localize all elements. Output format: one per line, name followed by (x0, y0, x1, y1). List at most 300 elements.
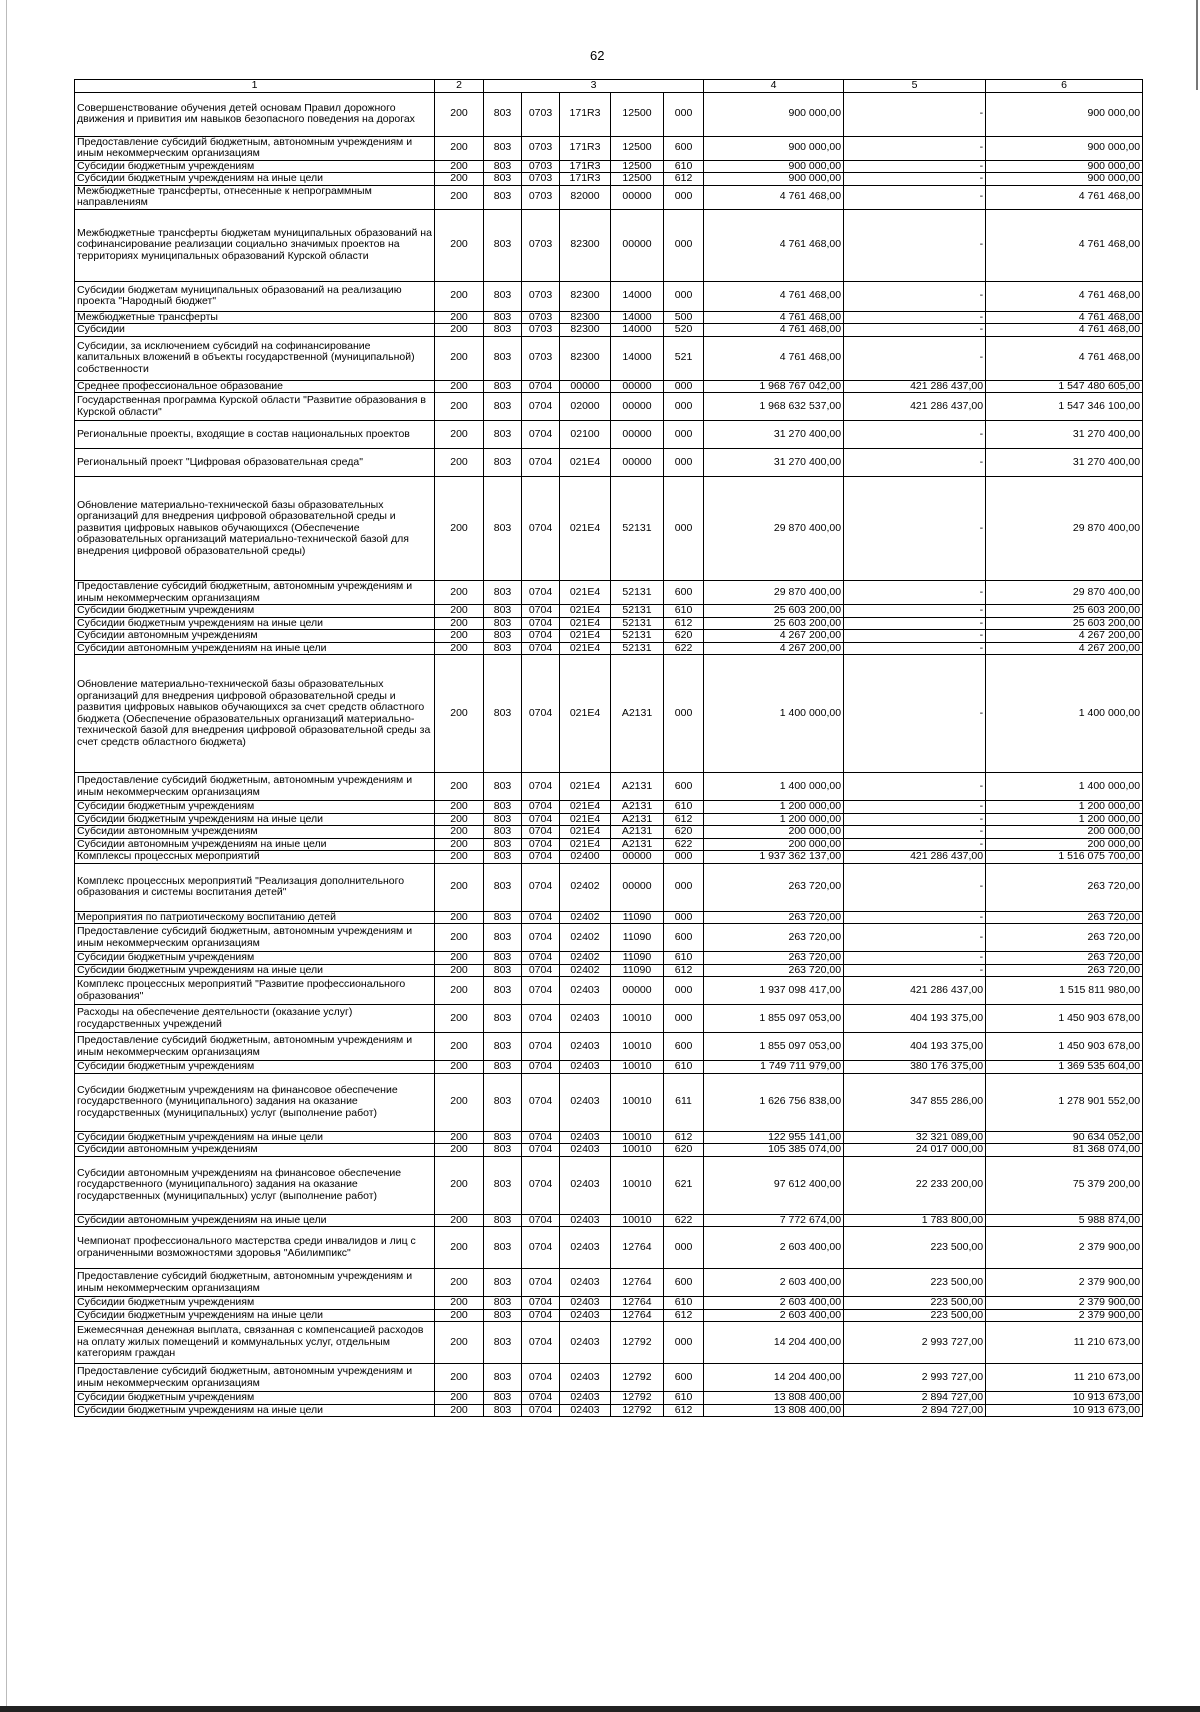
row-target-code: 02000 (560, 393, 611, 421)
row-amount-regional: 4 267 200,00 (986, 630, 1143, 643)
table-row (75, 838, 1143, 851)
row-target-direction: 11090 (611, 964, 664, 977)
row-subsection: 0704 (522, 449, 560, 477)
row-target-code: 021E4 (560, 449, 611, 477)
row-name: Субсидии бюджетным учреждениям (75, 801, 435, 814)
row-target-code: 02403 (560, 1297, 611, 1310)
row-section: 803 (484, 380, 522, 393)
row-name: Комплексы процессных мероприятий (75, 851, 435, 864)
row-expense-type: 600 (664, 1269, 704, 1297)
row-target-code: 02403 (560, 1073, 611, 1131)
header-col-2: 2 (435, 80, 484, 93)
row-amount-federal: - (844, 630, 986, 643)
row-expense-type: 521 (664, 336, 704, 380)
row-subsection: 0704 (522, 1156, 560, 1214)
row-target-direction: A2131 (611, 773, 664, 801)
row-amount-federal: 421 286 437,00 (844, 977, 986, 1005)
row-subsection: 0703 (522, 336, 560, 380)
row-amount-federal: 2 894 727,00 (844, 1392, 986, 1405)
row-section: 803 (484, 1131, 522, 1144)
row-name: Субсидии бюджетным учреждениям (75, 160, 435, 173)
row-subsection: 0704 (522, 630, 560, 643)
table-row (75, 173, 1143, 186)
row-name: Субсидии автономным учреждениям (75, 630, 435, 643)
row-expense-type: 500 (664, 311, 704, 324)
table-row (75, 185, 1143, 209)
row-name: Предоставление субсидий бюджетным, автономным учреждениям и иным некоммерческим организациям (75, 1269, 435, 1297)
row-target-code: 171R3 (560, 92, 611, 136)
row-target-direction: 12792 (611, 1364, 664, 1392)
row-target-direction: 11090 (611, 924, 664, 952)
row-target-direction: 12764 (611, 1227, 664, 1269)
row-section: 803 (484, 393, 522, 421)
row-amount-total: 1 968 767 042,00 (704, 380, 844, 393)
row-target-direction: 11090 (611, 911, 664, 924)
row-name: Обновление материально-технической базы образовательных организаций для внедрения цифровой образовательной среды и развития цифровых навыков обучающихся за счет средств областного бюджета (Обеспечение образовательных организаций материально-технической базой для внедрения цифровой образовательной среды за счет средств областного бюджета) (75, 655, 435, 773)
row-amount-total: 25 603 200,00 (704, 605, 844, 618)
row-section: 803 (484, 173, 522, 186)
row-amount-regional: 900 000,00 (986, 173, 1143, 186)
row-amount-federal: - (844, 801, 986, 814)
row-amount-federal: - (844, 964, 986, 977)
row-target-code: 02403 (560, 1392, 611, 1405)
row-target-code: 82300 (560, 324, 611, 337)
row-section: 803 (484, 1144, 522, 1157)
row-amount-federal: 421 286 437,00 (844, 851, 986, 864)
table-row (75, 1392, 1143, 1405)
row-subsection: 0704 (522, 826, 560, 839)
row-target-code: 02402 (560, 964, 611, 977)
row-section: 803 (484, 826, 522, 839)
row-target-direction: 52131 (611, 605, 664, 618)
row-expense-type: 000 (664, 1322, 704, 1364)
row-target-direction: 10010 (611, 1033, 664, 1061)
table-row (75, 1297, 1143, 1310)
row-amount-federal: - (844, 617, 986, 630)
row-subsection: 0704 (522, 1131, 560, 1144)
row-subsection: 0704 (522, 477, 560, 581)
row-subsection: 0704 (522, 1144, 560, 1157)
row-name: Субсидии бюджетным учреждениям на иные цели (75, 1309, 435, 1322)
row-amount-federal: - (844, 449, 986, 477)
row-subsection: 0704 (522, 393, 560, 421)
row-amount-regional: 900 000,00 (986, 160, 1143, 173)
table-row (75, 281, 1143, 311)
row-amount-total: 4 761 468,00 (704, 185, 844, 209)
row-section: 803 (484, 581, 522, 605)
table-row (75, 311, 1143, 324)
row-amount-federal: - (844, 281, 986, 311)
row-amount-regional: 1 200 000,00 (986, 801, 1143, 814)
row-grbs: 200 (435, 911, 484, 924)
row-expense-type: 600 (664, 136, 704, 160)
row-grbs: 200 (435, 1392, 484, 1405)
header-col-4: 4 (704, 80, 844, 93)
row-target-direction: 10010 (611, 1131, 664, 1144)
row-name: Региональный проект "Цифровая образовательная среда" (75, 449, 435, 477)
row-name: Субсидии бюджетным учреждениям на иные цели (75, 1131, 435, 1144)
row-section: 803 (484, 1227, 522, 1269)
row-grbs: 200 (435, 642, 484, 655)
row-target-code: 021E4 (560, 838, 611, 851)
row-target-direction: 12500 (611, 173, 664, 186)
row-section: 803 (484, 1392, 522, 1405)
row-expense-type: 520 (664, 324, 704, 337)
row-expense-type: 000 (664, 1227, 704, 1269)
row-amount-regional: 5 988 874,00 (986, 1214, 1143, 1227)
row-amount-regional: 1 547 480 605,00 (986, 380, 1143, 393)
row-amount-federal: 32 321 089,00 (844, 1131, 986, 1144)
row-amount-federal: 421 286 437,00 (844, 380, 986, 393)
row-target-direction: 12500 (611, 136, 664, 160)
header-col-5: 5 (844, 80, 986, 93)
table-row (75, 1061, 1143, 1074)
page-number: 62 (590, 48, 605, 63)
row-name: Региональные проекты, входящие в состав национальных проектов (75, 421, 435, 449)
row-name: Субсидии бюджетным учреждениям на иные цели (75, 1404, 435, 1417)
row-expense-type: 000 (664, 209, 704, 281)
row-grbs: 200 (435, 185, 484, 209)
row-grbs: 200 (435, 477, 484, 581)
scan-bottom-edge (0, 1706, 1200, 1712)
row-amount-federal: - (844, 813, 986, 826)
row-subsection: 0703 (522, 160, 560, 173)
row-target-code: 021E4 (560, 801, 611, 814)
row-subsection: 0704 (522, 924, 560, 952)
row-subsection: 0703 (522, 209, 560, 281)
row-amount-total: 31 270 400,00 (704, 421, 844, 449)
row-target-code: 82300 (560, 281, 611, 311)
row-expense-type: 600 (664, 773, 704, 801)
row-name: Комплекс процессных мероприятий "Реализация дополнительного образования и системы воспитания детей" (75, 863, 435, 911)
row-target-direction: 14000 (611, 324, 664, 337)
row-section: 803 (484, 924, 522, 952)
table-row (75, 642, 1143, 655)
row-section: 803 (484, 477, 522, 581)
row-amount-total: 29 870 400,00 (704, 581, 844, 605)
row-amount-total: 105 385 074,00 (704, 1144, 844, 1157)
row-grbs: 200 (435, 1322, 484, 1364)
row-expense-type: 610 (664, 801, 704, 814)
row-expense-type: 000 (664, 851, 704, 864)
row-subsection: 0703 (522, 311, 560, 324)
row-subsection: 0704 (522, 911, 560, 924)
table-row (75, 421, 1143, 449)
row-section: 803 (484, 617, 522, 630)
row-subsection: 0704 (522, 977, 560, 1005)
row-grbs: 200 (435, 421, 484, 449)
row-amount-regional: 4 761 468,00 (986, 311, 1143, 324)
row-target-code: 82300 (560, 311, 611, 324)
row-grbs: 200 (435, 173, 484, 186)
row-section: 803 (484, 655, 522, 773)
row-amount-total: 1 855 097 053,00 (704, 1005, 844, 1033)
row-amount-total: 1 937 098 417,00 (704, 977, 844, 1005)
row-grbs: 200 (435, 826, 484, 839)
row-amount-regional: 4 761 468,00 (986, 281, 1143, 311)
row-section: 803 (484, 964, 522, 977)
table-row (75, 1404, 1143, 1417)
table-row (75, 160, 1143, 173)
row-amount-total: 1 400 000,00 (704, 655, 844, 773)
row-expense-type: 000 (664, 477, 704, 581)
row-target-code: 82300 (560, 209, 611, 281)
row-section: 803 (484, 1309, 522, 1322)
row-expense-type: 610 (664, 1061, 704, 1074)
row-grbs: 200 (435, 281, 484, 311)
row-amount-total: 14 204 400,00 (704, 1322, 844, 1364)
header-col-1: 1 (75, 80, 435, 93)
row-amount-total: 4 761 468,00 (704, 311, 844, 324)
row-name: Субсидии бюджетным учреждениям на иные цели (75, 964, 435, 977)
row-target-code: 02403 (560, 977, 611, 1005)
row-expense-type: 610 (664, 952, 704, 965)
row-grbs: 200 (435, 924, 484, 952)
row-amount-regional: 1 400 000,00 (986, 773, 1143, 801)
row-amount-regional: 4 761 468,00 (986, 209, 1143, 281)
scan-right-edge (1196, 0, 1198, 90)
row-amount-federal: - (844, 136, 986, 160)
row-target-code: 021E4 (560, 477, 611, 581)
row-amount-federal: - (844, 838, 986, 851)
row-grbs: 200 (435, 336, 484, 380)
table-row (75, 1033, 1143, 1061)
table-row (75, 324, 1143, 337)
row-grbs: 200 (435, 952, 484, 965)
row-target-code: 00000 (560, 380, 611, 393)
row-amount-total: 4 267 200,00 (704, 630, 844, 643)
row-subsection: 0703 (522, 324, 560, 337)
row-name: Субсидии бюджетным учреждениям на иные цели (75, 617, 435, 630)
row-amount-federal: 2 993 727,00 (844, 1364, 986, 1392)
row-amount-total: 200 000,00 (704, 826, 844, 839)
row-target-direction: 10010 (611, 1061, 664, 1074)
table-row (75, 630, 1143, 643)
row-expense-type: 620 (664, 1144, 704, 1157)
row-section: 803 (484, 801, 522, 814)
row-section: 803 (484, 281, 522, 311)
row-name: Субсидии, за исключением субсидий на софинансирование капитальных вложений в объекты государственной (муниципальной) собственности (75, 336, 435, 380)
table-row (75, 952, 1143, 965)
row-section: 803 (484, 311, 522, 324)
row-grbs: 200 (435, 605, 484, 618)
row-section: 803 (484, 1269, 522, 1297)
row-target-direction: 12500 (611, 160, 664, 173)
row-section: 803 (484, 324, 522, 337)
row-amount-regional: 2 379 900,00 (986, 1309, 1143, 1322)
row-expense-type: 612 (664, 173, 704, 186)
row-name: Субсидии автономным учреждениям (75, 1144, 435, 1157)
table-row (75, 1309, 1143, 1322)
row-grbs: 200 (435, 1073, 484, 1131)
row-subsection: 0704 (522, 773, 560, 801)
row-target-direction: 00000 (611, 449, 664, 477)
row-target-code: 02402 (560, 952, 611, 965)
row-expense-type: 620 (664, 826, 704, 839)
row-amount-federal: - (844, 581, 986, 605)
row-amount-federal: - (844, 324, 986, 337)
row-subsection: 0704 (522, 952, 560, 965)
row-target-code: 02100 (560, 421, 611, 449)
row-amount-federal: - (844, 924, 986, 952)
row-target-direction: 52131 (611, 581, 664, 605)
row-amount-total: 4 761 468,00 (704, 336, 844, 380)
row-name: Межбюджетные трансферты бюджетам муниципальных образований на софинансирование реализации социально значимых проектов на территориях муниципальных образований Курской области (75, 209, 435, 281)
table-row (75, 1214, 1143, 1227)
row-amount-federal: 380 176 375,00 (844, 1061, 986, 1074)
row-amount-regional: 4 761 468,00 (986, 324, 1143, 337)
row-target-direction: 10010 (611, 1144, 664, 1157)
row-subsection: 0704 (522, 1005, 560, 1033)
row-target-direction: 52131 (611, 617, 664, 630)
row-target-direction: 00000 (611, 851, 664, 864)
row-amount-regional: 263 720,00 (986, 924, 1143, 952)
row-expense-type: 622 (664, 642, 704, 655)
row-expense-type: 000 (664, 977, 704, 1005)
row-subsection: 0704 (522, 617, 560, 630)
row-section: 803 (484, 185, 522, 209)
row-grbs: 200 (435, 1005, 484, 1033)
row-grbs: 200 (435, 1144, 484, 1157)
row-grbs: 200 (435, 617, 484, 630)
row-amount-regional: 200 000,00 (986, 826, 1143, 839)
row-grbs: 200 (435, 838, 484, 851)
row-amount-federal: - (844, 655, 986, 773)
row-amount-regional: 200 000,00 (986, 838, 1143, 851)
row-grbs: 200 (435, 1309, 484, 1322)
row-amount-total: 4 761 468,00 (704, 209, 844, 281)
row-amount-regional: 1 200 000,00 (986, 813, 1143, 826)
table-row (75, 617, 1143, 630)
row-amount-total: 263 720,00 (704, 924, 844, 952)
row-subsection: 0703 (522, 173, 560, 186)
row-expense-type: 622 (664, 1214, 704, 1227)
table-row (75, 449, 1143, 477)
row-amount-federal: - (844, 605, 986, 618)
row-section: 803 (484, 952, 522, 965)
row-amount-total: 1 626 756 838,00 (704, 1073, 844, 1131)
row-expense-type: 000 (664, 863, 704, 911)
row-name: Обновление материально-технической базы образовательных организаций для внедрения цифровой образовательной среды и развития цифровых навыков обучающихся (Обеспечение образовательных организаций материально-технической базой для внедрения цифровой образовательной среды) (75, 477, 435, 581)
row-target-direction: 00000 (611, 209, 664, 281)
row-amount-federal: 223 500,00 (844, 1269, 986, 1297)
row-subsection: 0704 (522, 421, 560, 449)
row-target-code: 02403 (560, 1214, 611, 1227)
row-name: Предоставление субсидий бюджетным, автономным учреждениям и иным некоммерческим организациям (75, 1033, 435, 1061)
row-amount-regional: 1 515 811 980,00 (986, 977, 1143, 1005)
row-amount-federal: - (844, 209, 986, 281)
row-amount-federal: - (844, 477, 986, 581)
row-amount-federal: - (844, 826, 986, 839)
row-amount-regional: 263 720,00 (986, 952, 1143, 965)
row-expense-type: 600 (664, 924, 704, 952)
row-amount-total: 1 968 632 537,00 (704, 393, 844, 421)
row-name: Субсидии (75, 324, 435, 337)
row-target-code: 02403 (560, 1144, 611, 1157)
row-subsection: 0704 (522, 655, 560, 773)
row-amount-total: 13 808 400,00 (704, 1392, 844, 1405)
row-section: 803 (484, 630, 522, 643)
row-target-code: 021E4 (560, 655, 611, 773)
row-target-code: 02403 (560, 1322, 611, 1364)
row-target-direction: 14000 (611, 336, 664, 380)
row-grbs: 200 (435, 851, 484, 864)
row-target-direction: 00000 (611, 421, 664, 449)
row-target-code: 02403 (560, 1033, 611, 1061)
row-expense-type: 000 (664, 393, 704, 421)
row-grbs: 200 (435, 324, 484, 337)
row-target-code: 021E4 (560, 642, 611, 655)
row-target-direction: 14000 (611, 281, 664, 311)
row-expense-type: 000 (664, 185, 704, 209)
row-grbs: 200 (435, 1033, 484, 1061)
row-grbs: 200 (435, 1297, 484, 1310)
row-name: Субсидии бюджетным учреждениям на иные цели (75, 813, 435, 826)
row-expense-type: 620 (664, 630, 704, 643)
row-target-code: 02403 (560, 1269, 611, 1297)
row-subsection: 0704 (522, 1227, 560, 1269)
row-subsection: 0704 (522, 1322, 560, 1364)
row-target-code: 171R3 (560, 173, 611, 186)
table-row (75, 380, 1143, 393)
row-amount-total: 1 400 000,00 (704, 773, 844, 801)
row-target-direction: 10010 (611, 1214, 664, 1227)
row-name: Субсидии автономным учреждениям на финансовое обеспечение государственного (муниципального) задания на оказание государственных (муниципальных) услуг (выполнение работ) (75, 1156, 435, 1214)
row-section: 803 (484, 1073, 522, 1131)
row-amount-total: 2 603 400,00 (704, 1297, 844, 1310)
row-expense-type: 600 (664, 1033, 704, 1061)
row-grbs: 200 (435, 1131, 484, 1144)
row-name: Субсидии автономным учреждениям на иные цели (75, 1214, 435, 1227)
row-amount-federal: 347 855 286,00 (844, 1073, 986, 1131)
row-section: 803 (484, 1033, 522, 1061)
row-amount-federal: - (844, 173, 986, 186)
row-section: 803 (484, 813, 522, 826)
row-section: 803 (484, 1404, 522, 1417)
row-name: Субсидии бюджетным учреждениям (75, 1392, 435, 1405)
column-number-row (75, 80, 1143, 93)
row-name: Предоставление субсидий бюджетным, автономным учреждениям и иным некоммерческим организациям (75, 924, 435, 952)
row-grbs: 200 (435, 1269, 484, 1297)
row-name: Ежемесячная денежная выплата, связанная с компенсацией расходов на оплату жилых помещений и коммунальных услуг, отдельным категориям граждан (75, 1322, 435, 1364)
row-amount-federal: - (844, 863, 986, 911)
table-row (75, 336, 1143, 380)
row-grbs: 200 (435, 964, 484, 977)
row-expense-type: 000 (664, 92, 704, 136)
table-row (75, 581, 1143, 605)
row-section: 803 (484, 92, 522, 136)
row-amount-federal: - (844, 185, 986, 209)
row-amount-regional: 11 210 673,00 (986, 1364, 1143, 1392)
row-amount-total: 1 200 000,00 (704, 813, 844, 826)
header-col-3: 3 (484, 80, 704, 93)
row-amount-total: 263 720,00 (704, 964, 844, 977)
header-col-6: 6 (986, 80, 1143, 93)
row-amount-regional: 31 270 400,00 (986, 449, 1143, 477)
row-target-direction: 12792 (611, 1392, 664, 1405)
row-name: Межбюджетные трансферты, отнесенные к непрограммным направлениям (75, 185, 435, 209)
row-section: 803 (484, 421, 522, 449)
row-name: Предоставление субсидий бюджетным, автономным учреждениям и иным некоммерческим организациям (75, 581, 435, 605)
row-target-code: 02403 (560, 1227, 611, 1269)
row-grbs: 200 (435, 977, 484, 1005)
row-grbs: 200 (435, 801, 484, 814)
row-amount-federal: - (844, 952, 986, 965)
table-row (75, 924, 1143, 952)
row-amount-total: 4 267 200,00 (704, 642, 844, 655)
row-target-direction: 12792 (611, 1404, 664, 1417)
row-amount-total: 900 000,00 (704, 173, 844, 186)
